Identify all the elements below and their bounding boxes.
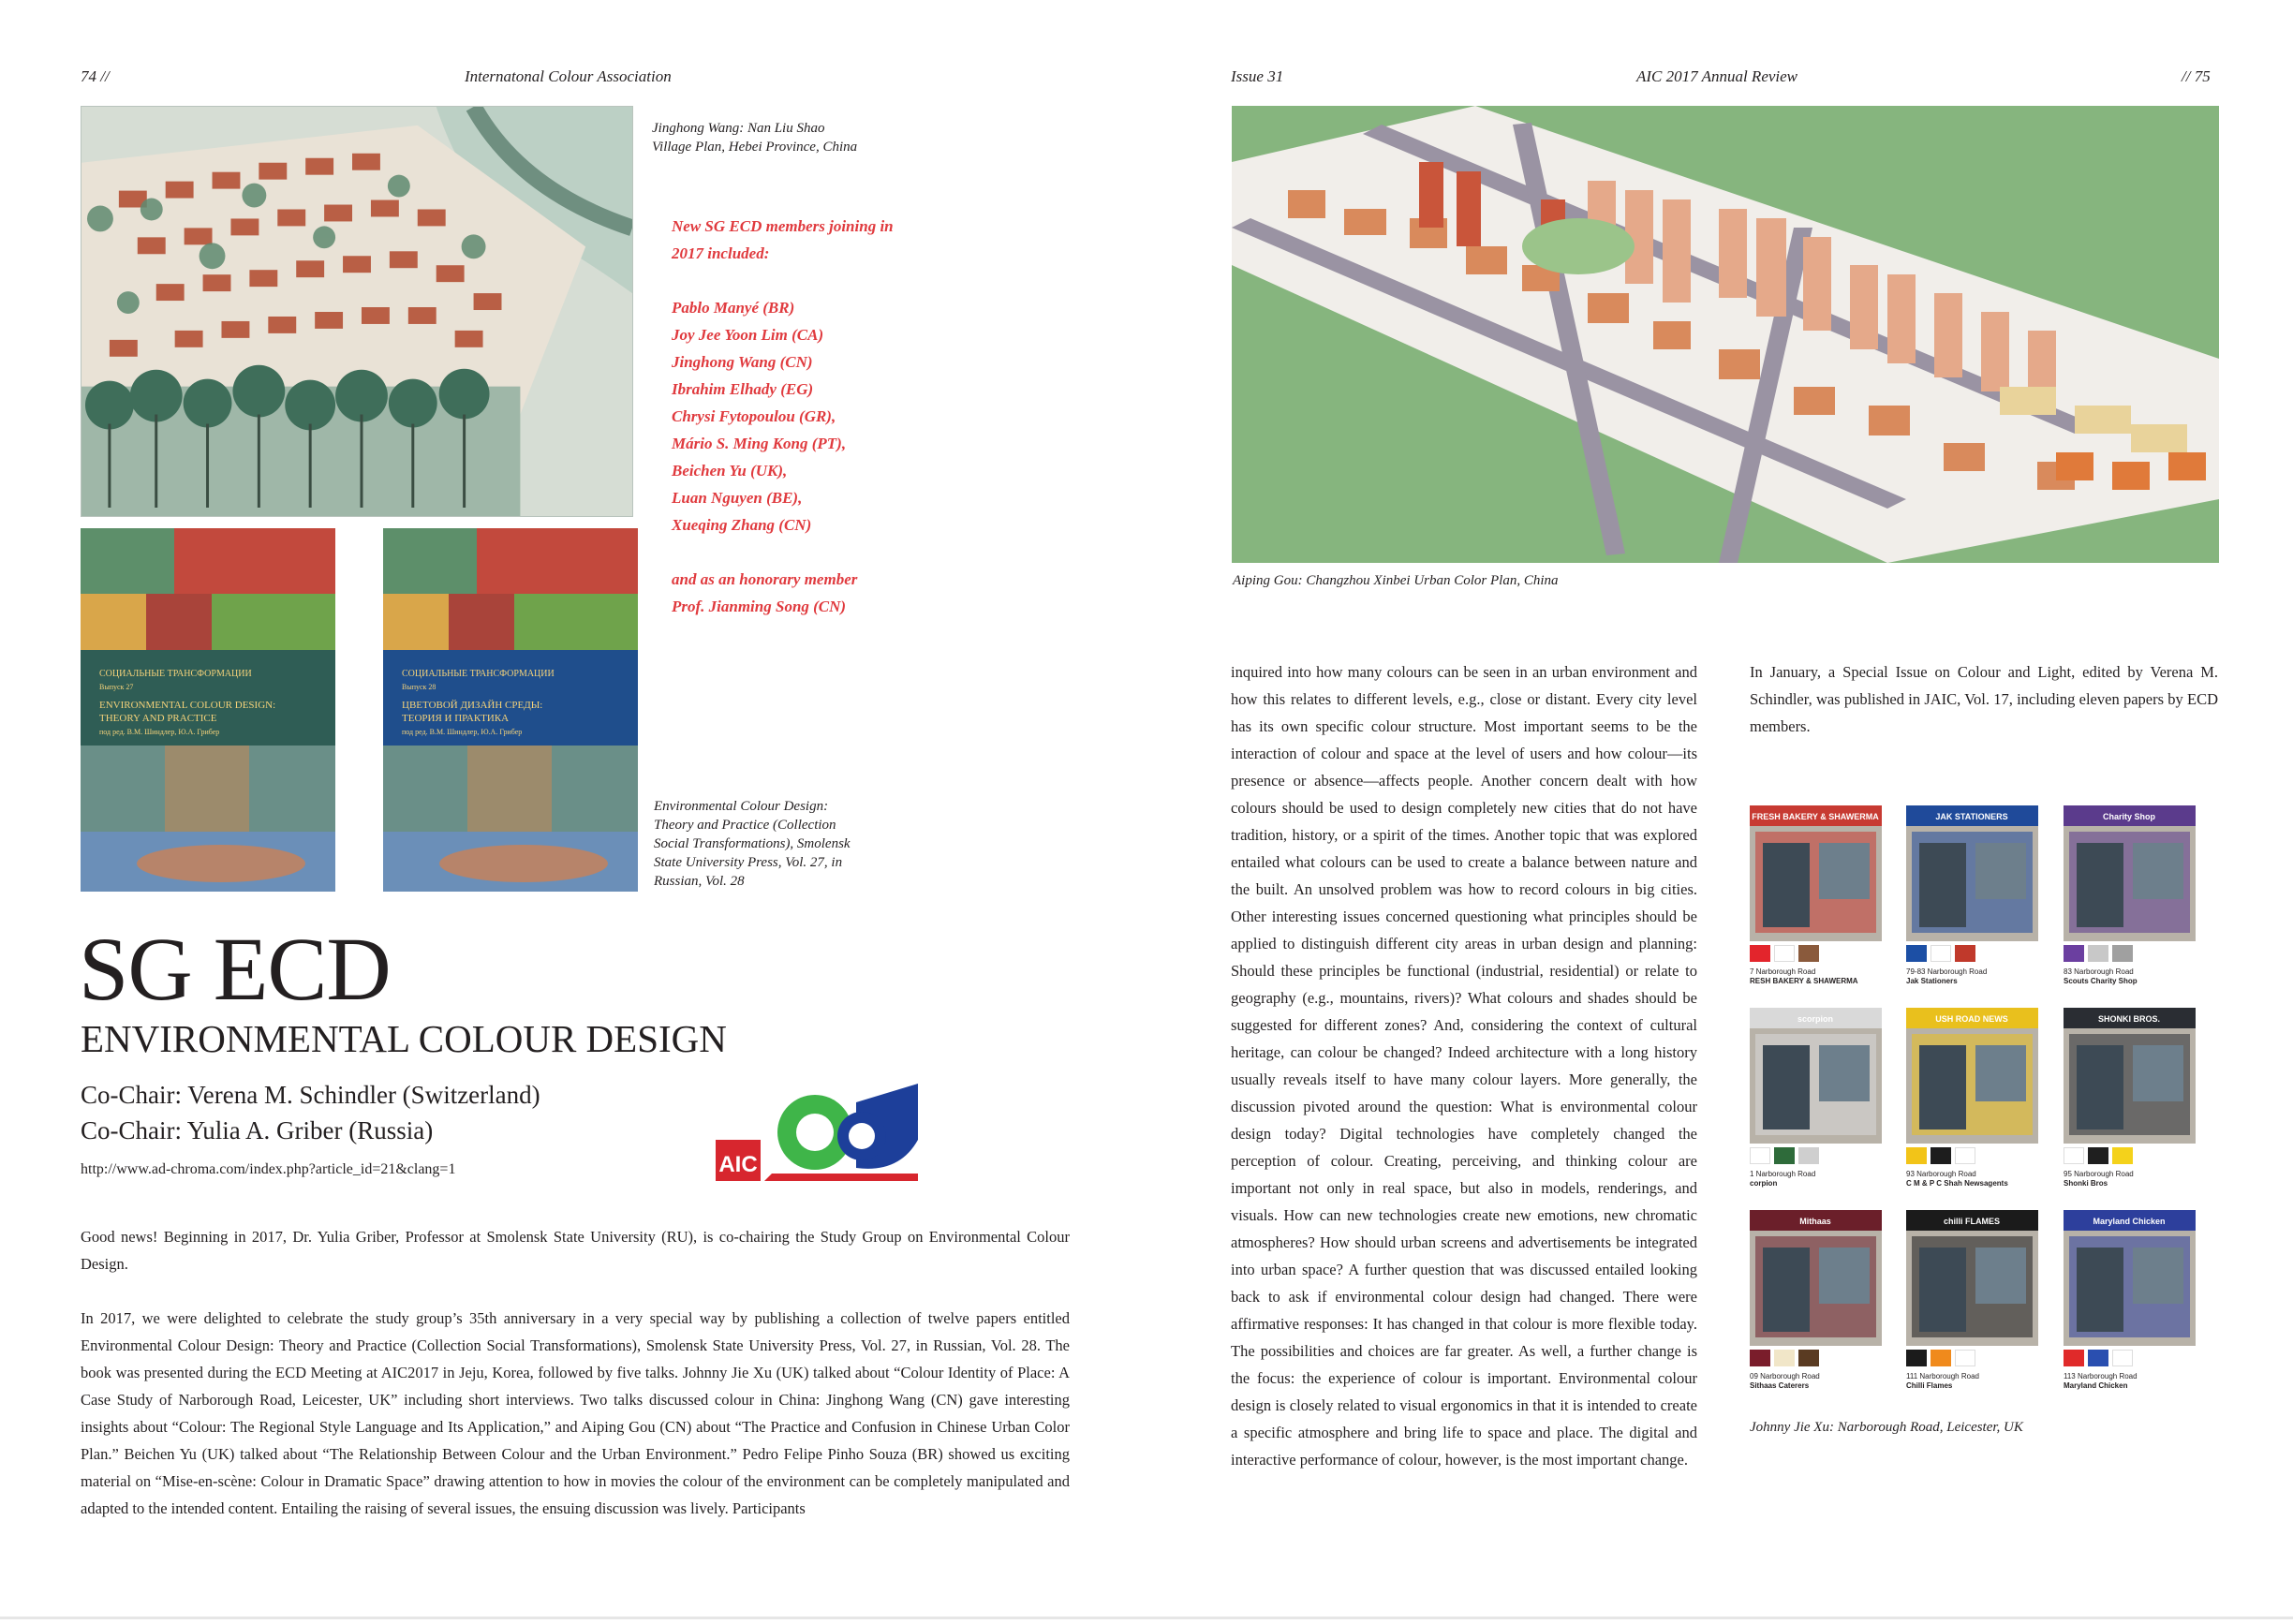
shop-sign: Charity Shop: [2102, 812, 2156, 821]
member-item: Chrysi Fytopoulou (GR),: [672, 407, 836, 425]
book-issue: Выпуск 27: [99, 683, 134, 691]
publication-name: Internatonal Colour Association: [465, 67, 672, 85]
colour-swatches: [1906, 1147, 2038, 1164]
colour-swatch: [1931, 1147, 1951, 1164]
shopfront-card: [1906, 805, 2038, 986]
colour-swatch: [2112, 945, 2133, 962]
section-title: SG ECD: [79, 919, 391, 1019]
cochair-1: Co-Chair: Verena M. Schindler (Switzerland): [81, 1081, 540, 1109]
page-number-right: // 75: [2182, 67, 2211, 85]
shopfront-photo: [1750, 805, 1882, 941]
colour-swatch: [1774, 945, 1795, 962]
member-item: Luan Nguyen (BE),: [672, 489, 803, 507]
colour-swatches: [1750, 945, 1882, 962]
colour-swatch: [2112, 1350, 2133, 1366]
narborough-road-shopfronts: [1750, 805, 2218, 1405]
colour-swatch: [2088, 1350, 2108, 1366]
shop-name: RESH BAKERY & SHAWERMA: [1750, 977, 1858, 985]
shopfront-card: [1750, 1210, 1882, 1391]
shop-name: Scouts Charity Shop: [2064, 977, 2138, 985]
shop-name: Shonki Bros: [2064, 1179, 2108, 1188]
shopfront-card: [2064, 1210, 2196, 1391]
shop-address: 113 Narborough Road: [2064, 1372, 2138, 1380]
urban-color-plan-image: [1232, 106, 2219, 563]
shop-address: 93 Narborough Road: [1906, 1170, 1976, 1178]
book-title-line1: ENVIRONMENTAL COLOUR DESIGN:: [99, 700, 276, 711]
shop-address: 79-83 Narborough Road: [1906, 967, 1988, 976]
shopfront-card: [1750, 805, 1882, 986]
book-cover-vol28: [383, 528, 638, 892]
colour-swatch: [1798, 1147, 1819, 1164]
colour-swatches: [1750, 1147, 1882, 1164]
shopfront-photo: [1906, 1210, 2038, 1346]
special-issue-paragraph: In January, a Special Issue on Colour and Light, edited by Verena M. Schindler, was published in JAIC, Vol. 17, including eleven papers by ECD members.: [1750, 663, 2218, 735]
colour-swatch: [1798, 945, 1819, 962]
shopfront-photo: [1750, 1210, 1882, 1346]
honorary-member: Prof. Jianming Song (CN): [672, 598, 847, 615]
colour-swatches: [2064, 945, 2196, 962]
colour-swatch: [1750, 1350, 1770, 1366]
member-item: Jinghong Wang (CN): [672, 353, 813, 371]
shopfront-card: [1906, 1210, 2038, 1391]
urban-caption: Aiping Gou: Changzhou Xinbei Urban Color Plan, China: [1233, 573, 1559, 588]
member-item: Beichen Yu (UK),: [672, 462, 788, 480]
colour-swatch: [1750, 945, 1770, 962]
book-title-line2: THEORY AND PRACTICE: [99, 713, 217, 724]
shop-sign: Mithaas: [1799, 1217, 1831, 1226]
colour-swatch: [2088, 945, 2108, 962]
book-editors: под ред. В.М. Шиндлер, Ю.А. Грибер: [99, 728, 220, 736]
shop-name: Jak Stationers: [1906, 977, 1958, 985]
shop-name: Chilli Flames: [1906, 1381, 1953, 1390]
shopfront-card: [1750, 1008, 1882, 1188]
intro-paragraph: Good news! Beginning in 2017, Dr. Yulia Griber, Professor at Smolensk State University (RU), is co-chairing the Study Group on Environmental Colour Design.: [81, 1228, 1070, 1273]
colour-swatch: [1955, 1147, 1975, 1164]
anniversary-paragraph: In 2017, we were delighted to celebrate the study group’s 35th anniversary in a very special way by publishing a collection of twelve papers entitled Environmental Colour Design: Theory and Practice (Collection Social Transformations), Smolensk State University Press, Vol. 27, in Russian, Vol. 28. The book was presented during the ECD Meeting at AIC2017 in Jeju, Korea, followed by five talks. Johnny Jie Xu (UK) talked about “Colour Identity of Place: A Case Study of Narborough Road, Leicester, UK” including short interviews. Two talks discussed colour in China: Jinghong Wang (CN) gave interesting insights about “Colour: The Regional Style Language and Its Application,” and Aiping Gou (CN) about “The Practice and Confusion in Chinese Urban Color Plan.” Beichen Yu (UK) talked about “The Relationship Between Colour and the Urban Environment.” Pedro Felipe Pinho Souza (BR) showed us exciting material on “Mise-en-scène: Colour in Dramatic Space” drawing attention to how in movies the colour of the environment can be completely manipulated and adapted to the intended content. Entailing the raising of several issues, the ensuing discussion was lively. Participants: [81, 1309, 1070, 1517]
colour-swatch: [2064, 945, 2084, 962]
shop-address: 09 Narborough Road: [1750, 1372, 1820, 1380]
colour-swatches: [1750, 1350, 1882, 1366]
shop-name: Sithaas Caterers: [1750, 1381, 1810, 1390]
colour-swatches: [1906, 1350, 2038, 1366]
shop-sign: scorpion: [1797, 1014, 1834, 1024]
member-item: Xueqing Zhang (CN): [672, 516, 812, 534]
shop-address: 111 Narborough Road: [1906, 1372, 1979, 1380]
colour-swatch: [2064, 1350, 2084, 1366]
shop-sign: chilli FLAMES: [1943, 1217, 2001, 1226]
bottom-divider: [0, 1617, 2293, 1619]
shopfront-photo: [2064, 1210, 2196, 1346]
book-title-line1: ЦВЕТОВОЙ ДИЗАЙН СРЕДЫ:: [402, 700, 543, 711]
colour-swatch: [1798, 1350, 1819, 1366]
village-caption: Jinghong Wang: Nan Liu Shao Village Plan, Hebei Province, China: [652, 121, 858, 155]
members-intro: New SG ECD members joining in 2017 included:: [672, 217, 894, 262]
member-item: Mário S. Ming Kong (PT),: [672, 435, 847, 452]
colour-swatch: [1906, 1147, 1927, 1164]
book-series: СОЦИАЛЬНЫЕ ТРАНСФОРМАЦИИ: [402, 669, 555, 679]
shop-address: 1 Narborough Road: [1750, 1170, 1816, 1178]
book-issue: Выпуск 28: [402, 683, 436, 691]
colour-swatch: [1774, 1147, 1795, 1164]
colour-swatch: [2064, 1147, 2084, 1164]
member-item: Joy Jee Yoon Lim (CA): [672, 326, 824, 344]
shopfront-photo: [1906, 805, 2038, 941]
book-editors: под ред. В.М. Шиндлер, Ю.А. Грибер: [402, 728, 523, 736]
shop-name: corpion: [1750, 1179, 1778, 1188]
page-number-left: 74 //: [81, 67, 110, 85]
discussion-column: inquired into how many colours can be seen in an urban environment and how this relates to different levels, e.g., close or distant. Every city level has its own specific colour structure. Most important seems to be the interaction of colour and space at the level of users and how colour—its presence or absence—affects people. Another concern dealt with how colours should be used to design completely new cities that do not have tradition, history, or a spirit of the times. Another topic that was explored entailed what colours can be used to create a balance between nature and the built. An unsolved problem was how to record colours in big cities. Other interesting issues concerned questioning what principles should be applied to distinguish different city areas in urban design and planning: Should these principles be functional (industrial, residential) or relate to geography (e.g., mountains, rivers)? What colours and shades should be suggested for different zones? And, considering the context of cultural heritage, can colour be changed? Indeed architecture with a long history usually reveals itself to have many colour layers. More generally, the discussion pivoted around the question: What is environmental colour design today? Digital technologies have completely changed the perception of colour. Creating, perceiving, and thinking colour are important not only in real space, but also in models, renderings, and visuals. How can new technologies create new emotions, new chromatic atmospheres? How should urban screens and advertisements be integrated into urban space? A further question that was discussed entailed looking back to ask if environmental colour design had changed. There were affirmative responses: It has changed in that colour is more flexible today. The possibilities and choices are far greater. As well, a further change is the focus: the experience of colour is important. Environmental colour design is closely related to visual ergonomics in that it is intended to create a specific atmosphere and bring life to space and place. The digital and interactive performance of colour, however, is the most important change.: [1231, 663, 1697, 1469]
shop-name: Maryland Chicken: [2064, 1381, 2128, 1390]
shop-address: 83 Narborough Road: [2064, 967, 2134, 976]
aic-logo-text: AIC: [718, 1152, 758, 1177]
colour-swatches: [1906, 945, 2038, 962]
honorary-intro: and as an honorary member: [672, 570, 858, 588]
shop-sign: FRESH BAKERY & SHAWERMA: [1752, 812, 1879, 821]
colour-swatch: [1931, 945, 1951, 962]
issue-label: Issue 31: [1231, 67, 1284, 85]
colour-swatch: [1750, 1147, 1770, 1164]
shop-address: 7 Narborough Road: [1750, 967, 1816, 976]
shopfront-card: [2064, 805, 2196, 986]
book-title-line2: ТЕОРИЯ И ПРАКТИКА: [402, 713, 510, 724]
shops-caption: Johnny Jie Xu: Narborough Road, Leicester, UK: [1750, 1420, 2023, 1435]
shopfront-card: [2064, 1008, 2196, 1188]
shop-sign: SHONKI BROS.: [2097, 1014, 2161, 1024]
shop-name: C M & P C Shah Newsagents: [1906, 1179, 2008, 1188]
member-item: Pablo Manyé (BR): [672, 299, 795, 317]
village-plan-image: [81, 106, 633, 517]
shopfront-photo: [2064, 805, 2196, 941]
colour-swatches: [2064, 1147, 2196, 1164]
colour-swatch: [1906, 1350, 1927, 1366]
study-group-link[interactable]: http://www.ad-chroma.com/index.php?article_id=21&clang=1: [81, 1161, 456, 1177]
book-cover-vol27: [81, 528, 335, 892]
cochair-2: Co-Chair: Yulia A. Griber (Russia): [81, 1116, 434, 1144]
shopfront-card: [1906, 1008, 2038, 1188]
colour-swatch: [1774, 1350, 1795, 1366]
colour-swatch: [2112, 1147, 2133, 1164]
review-title: AIC 2017 Annual Review: [1636, 67, 1798, 85]
colour-swatch: [1955, 945, 1975, 962]
shopfront-photo: [1906, 1008, 2038, 1144]
colour-swatch: [1906, 945, 1927, 962]
shop-sign: USH ROAD NEWS: [1935, 1014, 2008, 1024]
shop-sign: JAK STATIONERS: [1935, 812, 2008, 821]
book-series: СОЦИАЛЬНЫЕ ТРАНСФОРМАЦИИ: [99, 669, 252, 679]
colour-swatch: [1931, 1350, 1951, 1366]
shopfront-photo: [2064, 1008, 2196, 1144]
member-item: Ibrahim Elhady (EG): [672, 380, 814, 398]
shop-sign: Maryland Chicken: [2093, 1217, 2166, 1226]
shopfront-photo: [1750, 1008, 1882, 1144]
aic-logo: [716, 1084, 918, 1187]
colour-swatches: [2064, 1350, 2196, 1366]
section-subtitle: ENVIRONMENTAL COLOUR DESIGN: [81, 1017, 727, 1060]
new-members-list: [672, 213, 915, 620]
books-caption: Environmental Colour Design: Theory and Practice (Collection Social Transformations), Smolensk State University Press, Vol. 27, in Russian, Vol. 28: [654, 799, 851, 889]
shop-address: 95 Narborough Road: [2064, 1170, 2134, 1178]
colour-swatch: [2088, 1147, 2108, 1164]
colour-swatch: [1955, 1350, 1975, 1366]
